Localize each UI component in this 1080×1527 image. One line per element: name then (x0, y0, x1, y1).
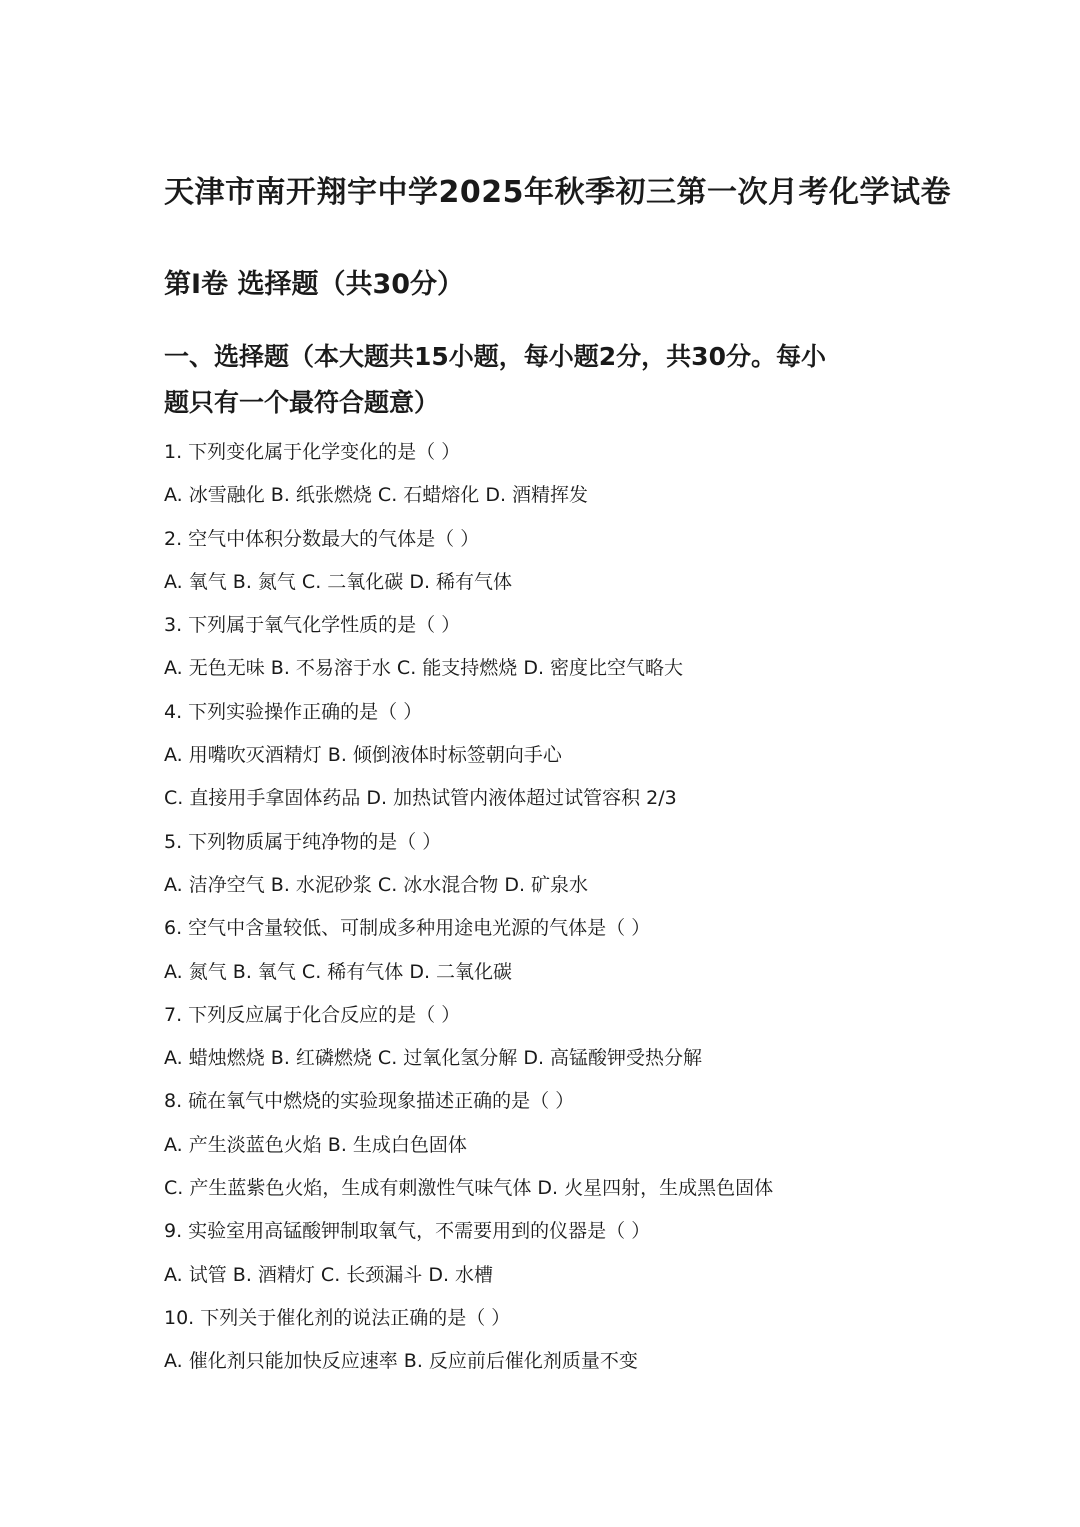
question-line: 1. 下列变化属于化学变化的是（ ） (164, 441, 461, 463)
section-heading-line-1: 一、选择题（本大题共15小题，每小题2分，共30分。每小 (164, 342, 826, 371)
option-line: A. 催化剂只能加快反应速率 B. 反应前后催化剂质量不变 (164, 1350, 638, 1373)
question-line: 9. 实验室用高锰酸钾制取氧气，不需要用到的仪器是（ ） (164, 1220, 651, 1243)
option-line: C. 直接用手拿固体药品 D. 加热试管内液体超过试管容积 2/3 (164, 787, 677, 810)
option-line: A. 洁净空气 B. 水泥砂浆 C. 冰水混合物 D. 矿泉水 (164, 873, 589, 896)
question-line: 2. 空气中体积分数最大的气体是（ ） (164, 527, 480, 550)
option-line: A. 蜡烛燃烧 B. 红磷燃烧 C. 过氧化氢分解 D. 高锰酸钾受热分解 (164, 1047, 703, 1070)
option-line: A. 氧气 B. 氮气 C. 二氧化碳 D. 稀有气体 (164, 570, 513, 593)
question-list (164, 431, 1044, 1384)
exam-title: 天津市南开翔宇中学2025年秋季初三第一次月考化学试卷 (164, 175, 951, 210)
question-line: 6. 空气中含量较低、可制成多种用途电光源的气体是（ ） (164, 917, 651, 940)
option-line: A. 产生淡蓝色火焰 B. 生成白色固体 (164, 1133, 467, 1156)
question-line: 8. 硫在氧气中燃烧的实验现象描述正确的是（ ） (164, 1090, 575, 1113)
question-line: 10. 下列关于催化剂的说法正确的是（ ） (164, 1306, 511, 1329)
option-line: A. 氮气 B. 氧气 C. 稀有气体 D. 二氧化碳 (164, 960, 513, 983)
section-heading (164, 334, 924, 426)
option-line: C. 产生蓝紫色火焰，生成有刺激性气味气体 D. 火星四射，生成黑色固体 (164, 1177, 774, 1200)
option-line: A. 冰雪融化 B. 纸张燃烧 C. 石蜡熔化 D. 酒精挥发 (164, 484, 589, 507)
question-line: 7. 下列反应属于化合反应的是（ ） (164, 1003, 461, 1026)
section-heading-line-2: 题只有一个最符合题意） (164, 388, 440, 417)
option-line: A. 无色无味 B. 不易溶于水 C. 能支持燃烧 D. 密度比空气略大 (164, 657, 684, 680)
question-line: 5. 下列物质属于纯净物的是（ ） (164, 830, 442, 853)
question-line: 3. 下列属于氧气化学性质的是（ ） (164, 614, 461, 637)
part-heading: 第Ⅰ卷 选择题（共30分） (164, 269, 465, 300)
question-line: 4. 下列实验操作正确的是（ ） (164, 700, 423, 723)
option-line: A. 试管 B. 酒精灯 C. 长颈漏斗 D. 水槽 (164, 1263, 494, 1286)
option-line: A. 用嘴吹灭酒精灯 B. 倾倒液体时标签朝向手心 (164, 744, 562, 767)
